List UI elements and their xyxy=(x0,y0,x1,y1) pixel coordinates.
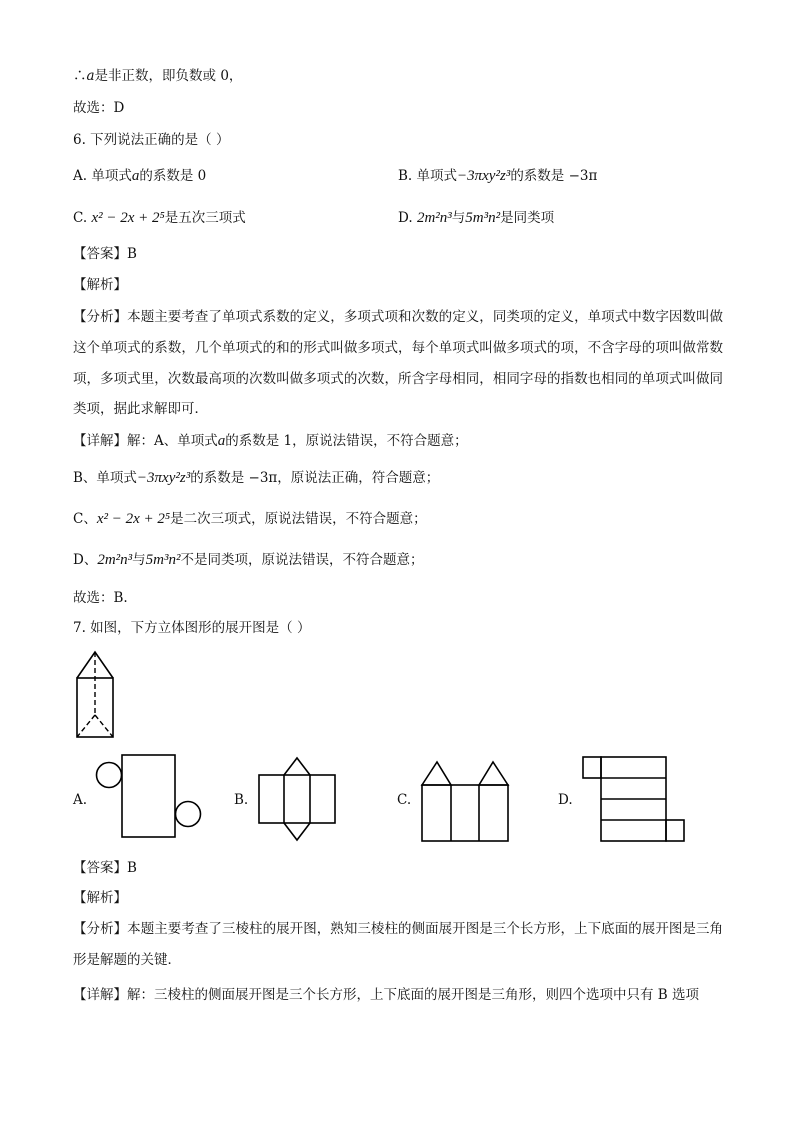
option-c-net xyxy=(422,762,508,841)
q6-analysis: 【分析】本题主要考查了单项式系数的定义，多项式项和次数的定义，同类项的定义，单项式中数字因数叫做这个单项式的系数，几个单项式的和的形式叫做多项式，每个单项式叫做多项式的项，不含字母的项叫做常数项，多项式里，次数最高项的次数叫做多项式的次数，所含字母相同，相同字母的指数也相同的单项式叫做同类项，据此求解即可． xyxy=(73,309,723,418)
q7-option-d-label: D. xyxy=(558,792,573,808)
option-d-net xyxy=(583,757,684,841)
q6-stem: 6. 下列说法正确的是（ ） xyxy=(73,132,230,148)
q6-option-b: B. 单项式−3πxy²z³的系数是 −3π xyxy=(398,168,598,184)
option-a-net xyxy=(97,755,201,837)
q6-option-c: C. x² − 2x + 2⁵是五次三项式 xyxy=(73,210,246,226)
q6-answer: 【答案】B xyxy=(73,246,137,262)
prev-answer: 故选：D xyxy=(73,100,125,116)
q7-option-a-label: A. xyxy=(73,792,88,808)
triangular-prism-figure xyxy=(77,652,113,737)
q6-detail-a: 【详解】解：A、单项式a的系数是 1，原说法错误，不符合题意； xyxy=(73,433,468,449)
q7-analysis: 【分析】本题主要考查了三棱柱的展开图，熟知三棱柱的侧面展开图是三个长方形，上下底面的展开图是三角形是解题的关键． xyxy=(73,921,723,968)
q6-option-d: D. 2m²n³与5m³n²是同类项 xyxy=(398,210,555,226)
q7-detail: 【详解】解：三棱柱的侧面展开图是三个长方形，上下底面的展开图是三角形，则四个选项中只有 B 选项 xyxy=(73,987,700,1003)
q7-option-c-label: C. xyxy=(397,792,412,808)
q7-stem: 7. 如图，下方立体图形的展开图是（ ） xyxy=(73,620,311,636)
q6-detail-d: D、2m²n³与5m³n²不是同类项，原说法错误，不符合题意； xyxy=(73,552,424,568)
q6-option-b-math: −3πxy²z³ xyxy=(457,168,511,184)
q7-analysis-head: 【解析】 xyxy=(73,890,127,906)
q6-final: 故选：B. xyxy=(73,590,128,606)
option-b-net xyxy=(259,758,335,840)
q6-analysis-head: 【解析】 xyxy=(73,277,127,293)
q6-option-c-math: x² − 2x + 2⁵ xyxy=(91,210,165,226)
q7-answer: 【答案】B xyxy=(73,860,137,876)
q6-detail-c: C、x² − 2x + 2⁵是二次三项式，原说法错误，不符合题意； xyxy=(73,511,427,527)
prev-conclusion: ∴𝑎是非正数，即负数或 0， xyxy=(73,68,243,84)
q6-detail-b: B、单项式−3πxy²z³的系数是 −3π，原说法正确，符合题意； xyxy=(73,470,440,486)
q7-option-b-label: B. xyxy=(234,792,249,808)
q6-option-a: A. 单项式a的系数是 0 xyxy=(73,168,207,184)
